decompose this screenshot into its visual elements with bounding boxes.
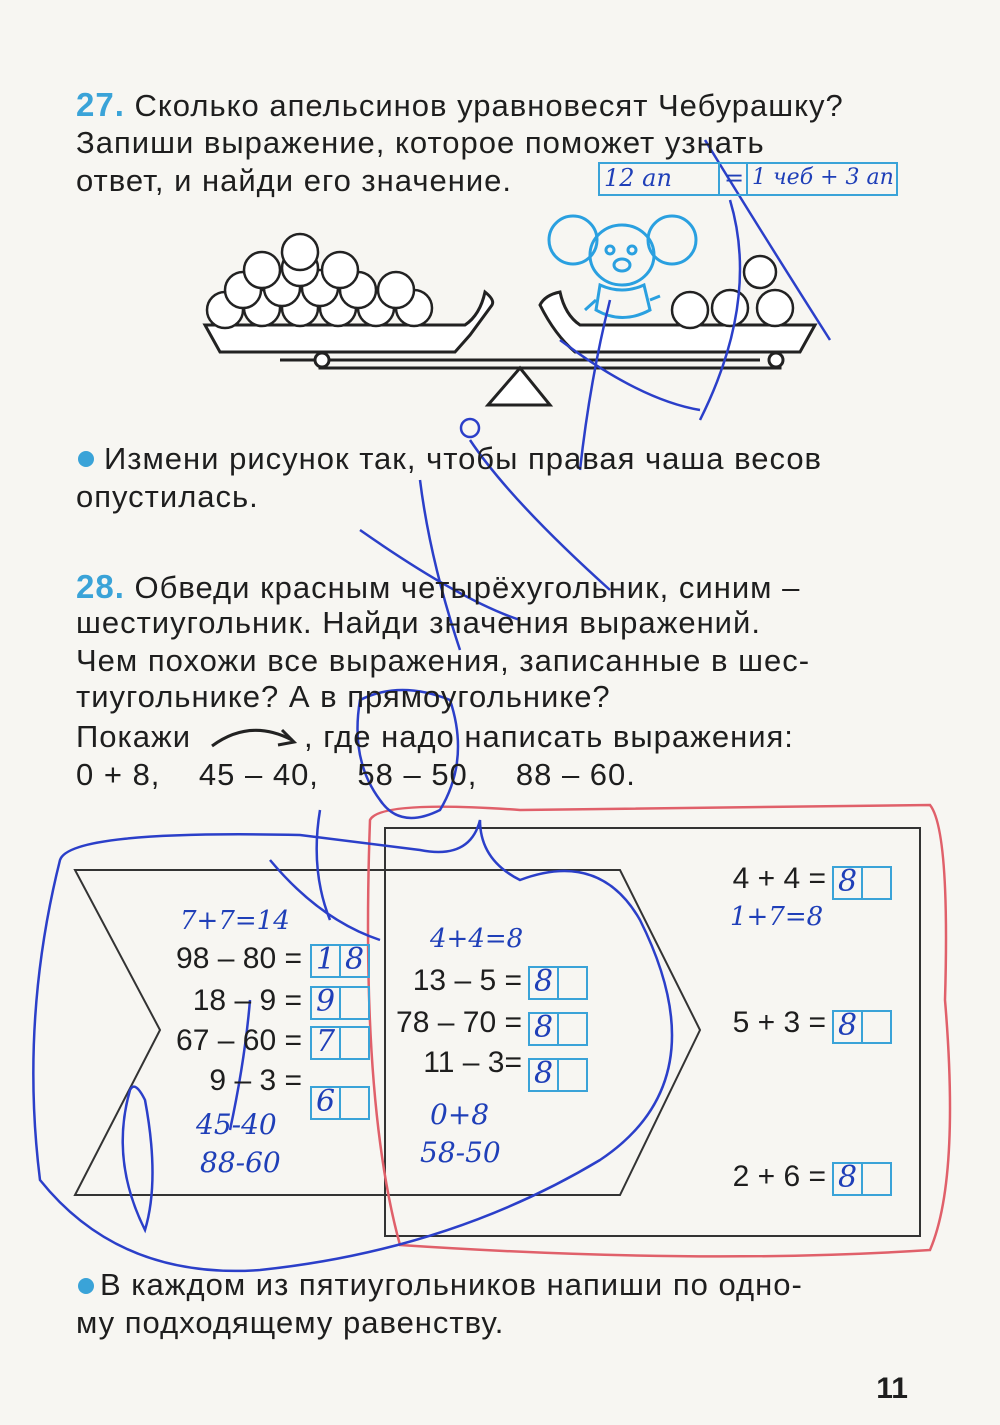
task27-answer-box[interactable]: 12 ап = 1 чеб + 3 ап [598, 162, 898, 196]
task27-number: 27. [76, 86, 125, 123]
left-expr-2: 18 – 9 = [192, 984, 302, 1017]
oranges-right [672, 256, 793, 328]
left-expr-3: 67 – 60 = [176, 1024, 302, 1057]
middle-note-top: 4+4=8 [430, 924, 524, 954]
left-note-top: 7+7=14 [180, 906, 290, 936]
middle-answer-3[interactable]: 8 [528, 1058, 588, 1092]
bullet-icon-2 [78, 1278, 94, 1294]
task28-line5a: Покажи [76, 719, 192, 754]
left-answer-3[interactable]: 7 [310, 1026, 370, 1060]
left-answer-4[interactable]: 6 [310, 1086, 370, 1120]
task27-line2: Запиши выражение, которое поможет узнать [76, 125, 765, 160]
left-note-bottom1: 45-40 [196, 1108, 277, 1141]
rect-answer-1[interactable]: 8 [832, 866, 892, 900]
task28-line6: 0 + 8, 45 – 40, 58 – 50, 88 – 60. [76, 757, 636, 792]
middle-expr-2: 78 – 70 = [396, 1006, 522, 1039]
task27-line3: ответ, и найди его значение. [76, 163, 512, 198]
rect-expr-3: 2 + 6 = [732, 1160, 826, 1193]
task28-bullet-line2: му подходящему равенству. [76, 1305, 505, 1340]
task28-number: 28. [76, 568, 125, 605]
rect-expr-2: 5 + 3 = [732, 1006, 826, 1039]
middle-note-bottom2: 58-50 [420, 1136, 501, 1169]
left-expr-4: 9 – 3 = [209, 1064, 302, 1097]
task28-line2: шестиугольник. Найди значения выражений. [76, 605, 761, 640]
left-expr-1: 98 – 80 = [176, 942, 302, 975]
task28-line4: тиугольнике? А в прямоугольнике? [76, 679, 611, 714]
middle-expr-1: 13 – 5 = [412, 964, 522, 997]
rect-expr-1: 4 + 4 = [732, 862, 826, 895]
left-answer-2[interactable]: 9 [310, 986, 370, 1020]
middle-answer-1[interactable]: 8 [528, 966, 588, 1000]
rect-answer-2[interactable]: 8 [832, 1010, 892, 1044]
oranges-left [207, 234, 432, 328]
task28-line3: Чем похожи все выражения, записанные в шес- [76, 643, 811, 678]
middle-note-bottom1: 0+8 [430, 1098, 490, 1131]
rect-note: 1+7=8 [730, 902, 824, 932]
task27-bullet-line1: Измени рисунок так, чтобы правая чаша весов [104, 441, 823, 476]
task27-line1: 27. Сколько апельсинов уравновесят Чебурашку? [76, 86, 844, 123]
left-answer-1[interactable]: 1 8 [310, 944, 370, 978]
page-number: 11 [876, 1372, 908, 1405]
task28-bullet-line1: В каждом из пятиугольников напиши по одно- [100, 1267, 803, 1302]
task28-line5b: , где надо написать выражения: [304, 719, 794, 754]
left-note-bottom2: 88-60 [200, 1146, 281, 1179]
task28-line1: 28. Обведи красным четырёхугольник, синим – [76, 568, 801, 605]
middle-expr-3: 11 – 3= [423, 1046, 522, 1079]
rect-answer-3[interactable]: 8 [832, 1162, 892, 1196]
middle-answer-2[interactable]: 8 [528, 1012, 588, 1046]
bullet-icon [78, 451, 94, 467]
task27-bullet-line2: опустилась. [76, 479, 259, 514]
